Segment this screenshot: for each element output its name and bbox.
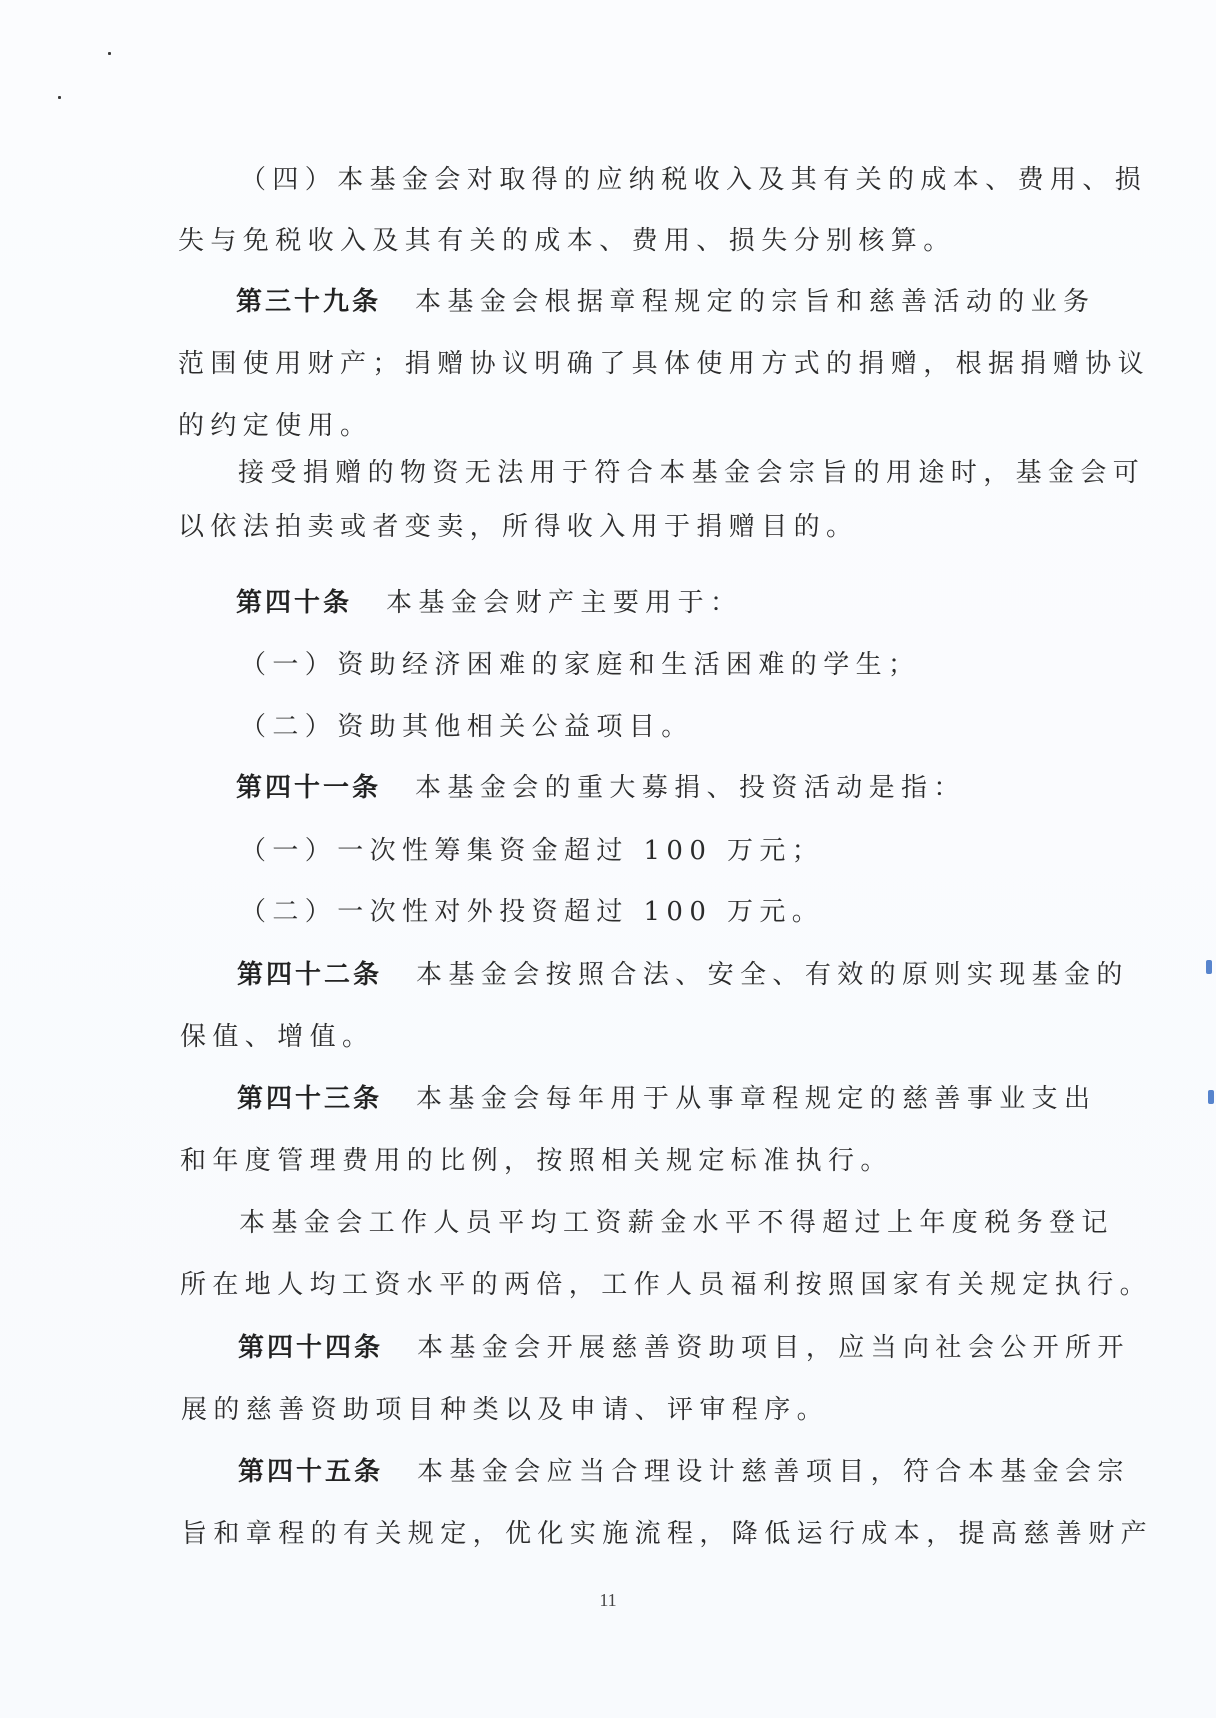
text-line: [178, 409, 372, 443]
article-heading: 第四十四条: [238, 1333, 384, 1363]
scan-edge-mark: [1208, 1090, 1214, 1104]
article-first-line: [236, 586, 742, 620]
line-text: 所在地人均工资水平的两倍，工作人员福利按照国家有关规定执行。: [180, 1270, 1153, 1300]
line-text: 范围使用财产；捐赠协议明确了具体使用方式的捐赠，根据捐赠协议: [178, 349, 1151, 379]
page-number: 11: [599, 1590, 617, 1610]
article-heading: 第四十二条: [237, 960, 383, 990]
line-text: （二）一次性对外投资超过 100 万元。: [240, 897, 825, 927]
line-text: 本基金会按照合法、安全、有效的原则实现基金的: [416, 960, 1129, 990]
text-line: [181, 1393, 829, 1427]
text-line: [180, 1268, 1152, 1302]
article-first-line: [238, 1331, 1130, 1365]
scan-edge-mark: [1206, 960, 1212, 974]
text-line: [240, 834, 824, 868]
line-text: 展的慈善资助项目种类以及申请、评审程序。: [181, 1395, 830, 1425]
article-first-line: [237, 958, 1129, 992]
line-text: 以依法拍卖或者变卖，所得收入用于捐赠目的。: [178, 512, 859, 542]
line-text: 的约定使用。: [178, 411, 373, 441]
text-line: [240, 648, 920, 682]
text-line: [180, 1144, 893, 1178]
article-heading: 第四十五条: [238, 1457, 384, 1487]
line-text: 和年度管理费用的比例，按照相关规定标准执行。: [180, 1146, 893, 1176]
line-text: 本基金会工作人员平均工资薪金水平不得超过上年度税务登记: [239, 1208, 1114, 1238]
scan-speck: [108, 52, 111, 55]
line-text: 接受捐赠的物资无法用于符合本基金会宗旨的用途时，基金会可: [238, 458, 1146, 488]
article-first-line: [236, 285, 1095, 319]
text-line: [240, 163, 1147, 197]
line-text: （二）资助其他相关公益项目。: [240, 712, 694, 742]
text-line: [178, 510, 858, 544]
text-line: [240, 710, 694, 744]
text-line: [181, 1517, 1153, 1551]
scan-speck: [58, 96, 61, 99]
line-text: 本基金会财产主要用于：: [386, 588, 743, 618]
text-line: [240, 895, 824, 929]
article-heading: 第四十三条: [237, 1084, 383, 1114]
article-heading: 第三十九条: [236, 287, 382, 317]
line-text: （一）一次性筹集资金超过 100 万元；: [240, 836, 825, 866]
line-text: 旨和章程的有关规定，优化实施流程，降低运行成本，提高慈善财产: [181, 1519, 1154, 1549]
line-text: （四）本基金会对取得的应纳税收入及其有关的成本、费用、损: [240, 165, 1148, 195]
line-text: 本基金会应当合理设计慈善项目，符合本基金会宗: [417, 1457, 1130, 1487]
line-text: 本基金会每年用于从事章程规定的慈善事业支出: [416, 1084, 1097, 1114]
text-line: [180, 1020, 374, 1054]
article-heading: 第四十条: [236, 588, 353, 618]
text-line: [238, 456, 1145, 490]
article-heading: 第四十一条: [236, 773, 382, 803]
line-text: 本基金会开展慈善资助项目，应当向社会公开所开: [417, 1333, 1130, 1363]
line-text: （一）资助经济困难的家庭和生活困难的学生；: [240, 650, 921, 680]
article-first-line: [238, 1455, 1130, 1489]
line-text: 本基金会的重大募捐、投资活动是指：: [415, 773, 966, 803]
article-first-line: [236, 771, 966, 805]
line-text: 保值、增值。: [180, 1022, 375, 1052]
text-line: [178, 347, 1150, 381]
text-line: [239, 1206, 1114, 1240]
line-text: 失与免税收入及其有关的成本、费用、损失分别核算。: [178, 226, 956, 256]
line-text: 本基金会根据章程规定的宗旨和慈善活动的业务: [415, 287, 1096, 317]
text-line: [178, 224, 956, 258]
article-first-line: [237, 1082, 1096, 1116]
